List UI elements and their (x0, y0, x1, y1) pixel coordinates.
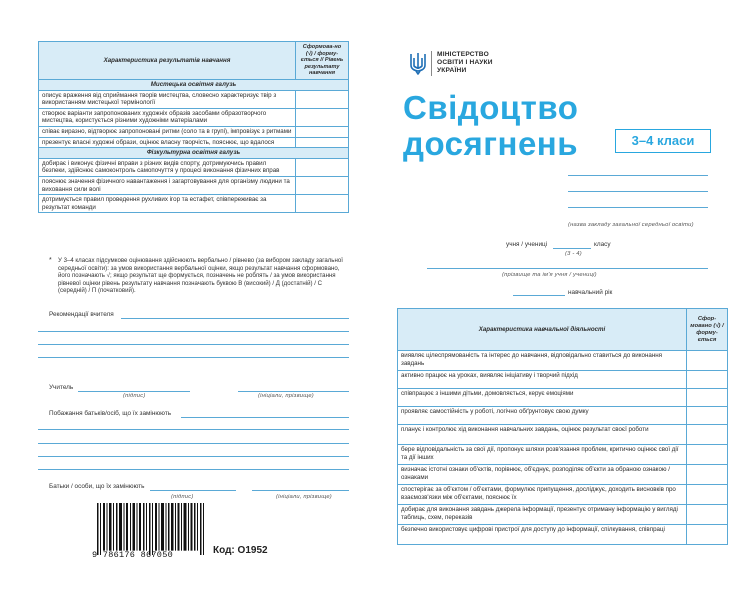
student-label: учня / учениці (506, 241, 548, 248)
grade-badge: 3–4 класи (615, 129, 711, 153)
year-label: навчальний рік (568, 289, 613, 296)
table-row (398, 465, 728, 485)
teacher-signature-hint: (підпис) (123, 393, 146, 399)
table-row (398, 525, 728, 545)
parents-wishes-label: Побажання батьків/осіб, що їх замінюють (49, 410, 172, 417)
table-row (39, 195, 349, 213)
mark-cell[interactable] (687, 445, 728, 465)
row-text: добирає для виконання завдань джерела інформації, презентує отриману інформацію у вигляді таблиць, схем, переказів (398, 505, 687, 525)
table-row (39, 176, 349, 194)
class-line[interactable] (553, 248, 591, 249)
document-title (403, 90, 578, 162)
product-code: Код: О1952 (213, 545, 268, 556)
table-row (398, 425, 728, 445)
mark-cell[interactable] (687, 425, 728, 445)
row-text: безпечно використовує цифрові пристрої для доступу до інформації, спілкування, співпраці (398, 525, 687, 545)
trident-emblem-icon (408, 51, 428, 75)
table-row (398, 351, 728, 371)
activity-header-status: Сфор-мовано (√) / форму-ється (687, 309, 728, 351)
recommendations-label: Рекомендації вчителя (49, 311, 114, 318)
barcode-number: 9 786176 867050 (92, 550, 174, 560)
parents-initials-hint: (ініціали, прізвище) (276, 494, 332, 500)
parents-name-line[interactable] (252, 490, 349, 491)
mark-cell[interactable] (296, 158, 349, 176)
left-table-header-characteristics: Характеристика результатів навчання (39, 42, 296, 80)
row-text: планує і контролює хід виконання навчальних завдань, оцінює результат своєї роботи (398, 425, 687, 445)
title-line: Свідоцтво (403, 89, 579, 126)
parents-label: Батьки / особи, що їх замінюють (49, 483, 145, 490)
row-text: співає виразно, відтворює запропоновані ритми (соло та в групі), імпровізує з ритмами (39, 126, 296, 137)
barcode-icon (97, 503, 205, 555)
title-line: досягнень (403, 125, 579, 162)
table-row (398, 407, 728, 425)
mark-cell[interactable] (687, 389, 728, 407)
mark-cell[interactable] (296, 137, 349, 148)
section-title-physical: Фізкультурна освітня галузь (39, 148, 349, 159)
mark-cell[interactable] (687, 371, 728, 389)
row-text: бере відповідальність за свої дії, пропонує шляхи розв'язання проблем, критично оцінює свої дії та дії інших (398, 445, 687, 465)
teacher-initials-hint: (ініціали, прізвище) (258, 393, 314, 399)
teacher-signature-line[interactable] (78, 391, 190, 392)
row-text: створює варіанти запропонованих художніх образів засобами образотворчого мистецтва, користується різними художніми матеріалами (39, 108, 296, 126)
row-text: визначає істотні ознаки об'єктів, порівнює, об'єднує, розподіляє об'єкти за обраною ознакою / ознаками (398, 465, 687, 485)
parents-wishes-line[interactable] (38, 456, 349, 457)
mark-cell[interactable] (296, 90, 349, 108)
mark-cell[interactable] (687, 525, 728, 545)
teacher-name-line[interactable] (238, 391, 349, 392)
activity-header-characteristics: Характеристика навчальної діяльності (398, 309, 687, 351)
school-line[interactable] (568, 175, 708, 176)
table-row (398, 485, 728, 505)
class-hint: (3 - 4) (565, 251, 582, 257)
mark-cell[interactable] (296, 195, 349, 213)
note-asterisk: * (49, 257, 52, 264)
student-name-hint: (прізвище та ім'я учня / учениці) (502, 272, 597, 278)
mark-cell[interactable] (296, 176, 349, 194)
table-row (398, 389, 728, 407)
parents-wishes-line[interactable] (181, 417, 349, 418)
parents-signature-hint: (підпис) (171, 494, 194, 500)
ministry-line: ОСВІТИ І НАУКИ (437, 59, 493, 66)
mark-cell[interactable] (687, 351, 728, 371)
teacher-label: Учитель (49, 384, 74, 391)
recommendations-line[interactable] (38, 331, 349, 332)
recommendations-line[interactable] (121, 318, 349, 319)
year-line[interactable] (513, 295, 565, 296)
ministry-name (437, 51, 493, 75)
table-row (39, 137, 349, 148)
parents-wishes-line[interactable] (38, 429, 349, 430)
recommendations-line[interactable] (38, 357, 349, 358)
school-line[interactable] (568, 191, 708, 192)
row-text: проявляє самостійність у роботі, логічно обґрунтовує свою думку (398, 407, 687, 425)
recommendations-line[interactable] (38, 344, 349, 345)
school-line[interactable] (568, 207, 708, 208)
mark-cell[interactable] (296, 126, 349, 137)
table-row (398, 505, 728, 525)
ministry-divider (431, 51, 432, 76)
table-row (398, 445, 728, 465)
student-name-line[interactable] (427, 268, 708, 269)
parents-wishes-line[interactable] (38, 469, 349, 470)
mark-cell[interactable] (687, 505, 728, 525)
ministry-line: МІНІСТЕРСТВО (437, 51, 489, 58)
right-page (375, 0, 750, 600)
activity-table (397, 308, 728, 545)
row-text: описує враження від сприймання творів мистецтва, словесно характеризує твір з використанням мистецької термінології (39, 90, 296, 108)
left-table-header-status: Сформова-но (√) / форму-ється // Рівень результату навчання (296, 42, 349, 80)
table-row (39, 158, 349, 176)
table-row (39, 108, 349, 126)
row-text: дотримується правил проведення рухливих ігор та естафет, співпереживає за результат команди (39, 195, 296, 213)
table-row (39, 90, 349, 108)
row-text: пояснює значення фізичного навантаження і загартовування для організму людини та виховання сили волі (39, 176, 296, 194)
mark-cell[interactable] (296, 108, 349, 126)
section-title-arts: Мистецька освітня галузь (39, 80, 349, 91)
school-hint: (назва закладу загальної середньої освіти) (568, 222, 694, 228)
mark-cell[interactable] (687, 407, 728, 425)
ministry-line: УКРАЇНИ (437, 67, 467, 74)
parents-signature-line[interactable] (150, 490, 236, 491)
row-text: активно працює на уроках, виявляє ініціативу і творчий підхід (398, 371, 687, 389)
mark-cell[interactable] (687, 465, 728, 485)
table-row (39, 126, 349, 137)
row-text: презентує власні художні образи, оцінює власну творчість, пояснює, що вдалося (39, 137, 296, 148)
left-results-table (38, 41, 349, 213)
assessment-note: У 3–4 класах підсумкове оцінювання здійснюють вербально / рівнево (за вибором закладу загальної середньої освіти): за умов використання вербальної оцінки, якщо результат навчання сформовано, його позначають √; якщо результат ще формується, позначень не роблять / за умов використання рівневої оцінки рівень результату навчання позначають буквою В (високий) / Д (достатній) / С (середній) / П (початковий). (58, 257, 343, 295)
mark-cell[interactable] (687, 485, 728, 505)
table-row (398, 371, 728, 389)
row-text: виявляє цілеспрямованість та інтерес до навчання, відповідально ставиться до виконання завдань (398, 351, 687, 371)
row-text: добирає і виконує фізичні вправи з різних видів спорту, дотримуючись правил безпеки, здійснює самоконтроль самопочуття у процесі виконання фізичних вправ (39, 158, 296, 176)
row-text: спостерігає за об'єктом / об'єктами, формулює припущення, досліджує, доходить висновків про взаємозв'язки між об'єктами, пояснює їх (398, 485, 687, 505)
class-label: класу (594, 241, 611, 248)
row-text: співпрацює з іншими дітьми, домовляється, керує емоціями (398, 389, 687, 407)
parents-wishes-line[interactable] (38, 443, 349, 444)
